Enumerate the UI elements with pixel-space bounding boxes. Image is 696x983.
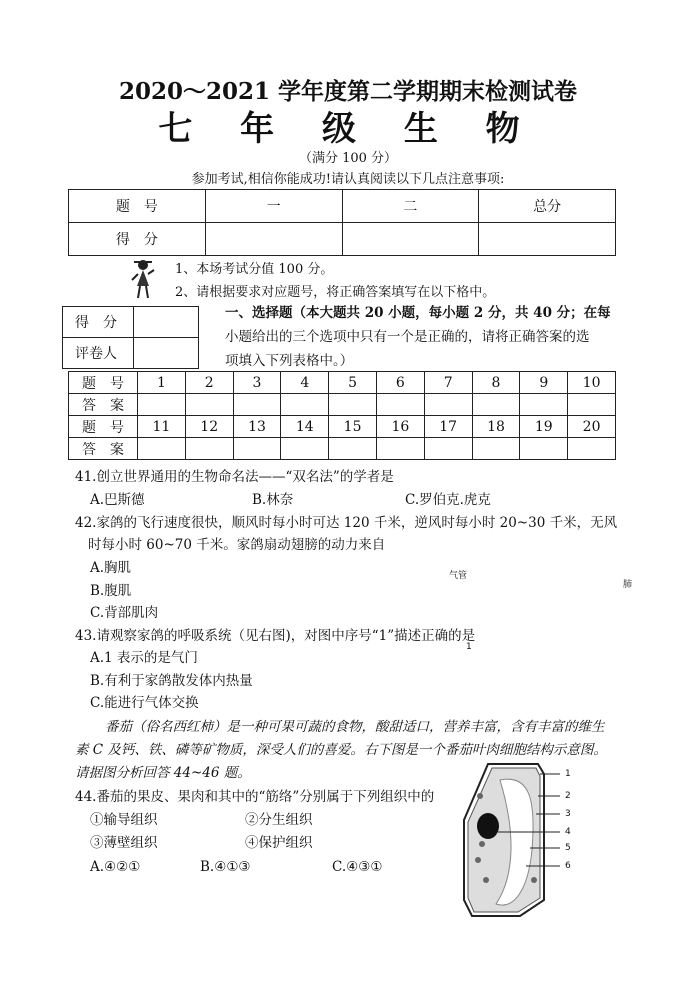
score-table-header: 题 号 <box>69 190 206 223</box>
score-table-header: 二 <box>342 190 479 223</box>
lung-label: 肺 <box>623 580 633 590</box>
passage-line: 番茄（俗名西红柿）是一种可果可蔬的食物，酸甜适口，营养丰富，含有丰富的维生 <box>105 719 605 735</box>
answer-cell[interactable] <box>281 394 329 416</box>
question-number: 12 <box>185 416 233 438</box>
question-number: 13 <box>233 416 281 438</box>
answer-cell[interactable] <box>185 438 233 460</box>
answer-cell[interactable] <box>376 438 424 460</box>
q43-option: B.有利于家鸽散发体内热量 <box>90 673 253 689</box>
question-42-line2: 时每小时 60~70 千米。家鸽扇动翅膀的动力来自 <box>88 537 386 553</box>
question-43: 43.请观察家鸽的呼吸系统（见右图)，对图中序号“1”描述正确的是 <box>75 628 476 644</box>
section-line: 小题给出的三个选项中只有一个是正确的，请将正确答案的选 <box>225 329 590 345</box>
question-number: 10 <box>568 372 616 394</box>
q42-option: C.背部肌肉 <box>90 605 159 621</box>
question-number: 6 <box>376 372 424 394</box>
score-table-header: 一 <box>205 190 342 223</box>
exam-title: 2020～2021 学年度第二学期期末检测试卷 <box>118 78 578 105</box>
score-cell[interactable] <box>479 223 616 256</box>
answer-cell[interactable] <box>329 394 377 416</box>
question-number: 3 <box>233 372 281 394</box>
section-one-instructions <box>225 301 625 373</box>
trachea-label: 气管 <box>449 571 468 581</box>
question-number: 16 <box>376 416 424 438</box>
question-number: 1 <box>138 372 186 394</box>
answer-num-label: 题 号 <box>69 372 138 394</box>
q42-option: A.胸肌 <box>90 560 132 576</box>
question-number: 8 <box>472 372 520 394</box>
question-number: 14 <box>281 416 329 438</box>
note-item: 2、请根据要求对应题号，将正确答案填写在以下格中。 <box>175 285 496 300</box>
score-row-label: 得 分 <box>69 223 206 256</box>
cell-label: 6 <box>565 861 571 871</box>
question-41: 41.创立世界通用的生物命名法——“双名法”的学者是 <box>75 469 394 485</box>
score-table-header: 总分 <box>479 190 616 223</box>
question-number: 18 <box>472 416 520 438</box>
grader-score-cell[interactable] <box>134 307 199 338</box>
grader-name-label: 评卷人 <box>63 338 134 369</box>
answer-cell[interactable] <box>138 394 186 416</box>
answer-cell[interactable] <box>520 438 568 460</box>
q44-option: C.④③① <box>332 859 383 875</box>
q44-item: ④保护组织 <box>245 835 313 851</box>
answer-cell[interactable] <box>329 438 377 460</box>
q43-option: A.1 表示的是气门 <box>90 650 198 666</box>
score-cell[interactable] <box>342 223 479 256</box>
notes <box>175 258 495 304</box>
cell-label: 1 <box>565 769 571 779</box>
cell-label: 5 <box>565 843 571 853</box>
section-line: 一、选择题（本大题共 20 小题，每小题 2 分，共 40 分；在每 <box>225 305 611 321</box>
question-number: 9 <box>520 372 568 394</box>
question-number: 4 <box>281 372 329 394</box>
q44-item: ③薄壁组织 <box>90 835 158 851</box>
passage-line: 请据图分析回答 44~46 题。 <box>75 765 251 781</box>
answer-cell[interactable] <box>568 438 616 460</box>
answer-cell[interactable] <box>376 394 424 416</box>
question-number: 15 <box>329 416 377 438</box>
question-number: 20 <box>568 416 616 438</box>
score-cell[interactable] <box>205 223 342 256</box>
student-figure-icon <box>128 258 158 300</box>
q44-item: ②分生组织 <box>245 812 313 828</box>
bird-label-1: 1 <box>466 642 472 652</box>
subject-title: 七 年 级 生 物 <box>158 109 538 149</box>
score-table <box>68 189 616 256</box>
question-number: 19 <box>520 416 568 438</box>
answer-cell[interactable] <box>472 438 520 460</box>
answer-cell[interactable] <box>138 438 186 460</box>
question-number: 5 <box>329 372 377 394</box>
note-item: 1、本场考试分值 100 分。 <box>175 262 334 277</box>
intro-text: 参加考试,相信你能成功!请认真阅读以下几点注意事项: <box>191 172 505 187</box>
answer-cell[interactable] <box>185 394 233 416</box>
cell-label: 4 <box>565 827 571 837</box>
q41-option: B.林奈 <box>252 492 294 508</box>
question-number: 17 <box>424 416 472 438</box>
grader-table <box>62 306 199 369</box>
full-score-note: （满分 100 分） <box>298 151 398 166</box>
passage-line: 素 C 及钙、铁、磷等矿物质，深受人们的喜爱。右下图是一个番茄叶肉细胞结构示意图。 <box>75 742 607 758</box>
question-number: 7 <box>424 372 472 394</box>
answer-cell[interactable] <box>472 394 520 416</box>
answer-cell[interactable] <box>568 394 616 416</box>
answer-cell[interactable] <box>520 394 568 416</box>
plant-cell-diagram <box>460 760 580 920</box>
q44-item: ①输导组织 <box>90 812 158 828</box>
answer-cell[interactable] <box>281 438 329 460</box>
answer-cell[interactable] <box>424 438 472 460</box>
q41-option: C.罗伯克.虎克 <box>405 492 491 508</box>
cell-label: 2 <box>565 791 571 801</box>
q44-option: A.④②① <box>90 859 141 875</box>
answer-label: 答 案 <box>69 438 138 460</box>
section-line: 项填入下列表格中。） <box>225 353 354 369</box>
question-44: 44.番茄的果皮、果肉和其中的“筋络”分别属于下列组织中的 <box>75 789 435 805</box>
q42-option: B.腹肌 <box>90 583 132 599</box>
grader-score-label: 得 分 <box>63 307 134 338</box>
q43-option: C.能进行气体交换 <box>90 695 199 711</box>
q44-option: B.④①③ <box>200 859 251 875</box>
answer-table <box>68 371 616 460</box>
answer-cell[interactable] <box>424 394 472 416</box>
q41-option: A.巴斯德 <box>90 492 145 508</box>
question-number: 2 <box>185 372 233 394</box>
answer-num-label: 题 号 <box>69 416 138 438</box>
question-number: 11 <box>138 416 186 438</box>
answer-cell[interactable] <box>233 438 281 460</box>
grader-name-cell[interactable] <box>134 338 199 369</box>
answer-cell[interactable] <box>233 394 281 416</box>
cell-label: 3 <box>565 809 571 819</box>
answer-label: 答 案 <box>69 394 138 416</box>
question-42-line1: 42.家鸽的飞行速度很快，顺风时每小时可达 120 千米，逆风时每小时 20~30 千米，无风 <box>75 515 618 531</box>
